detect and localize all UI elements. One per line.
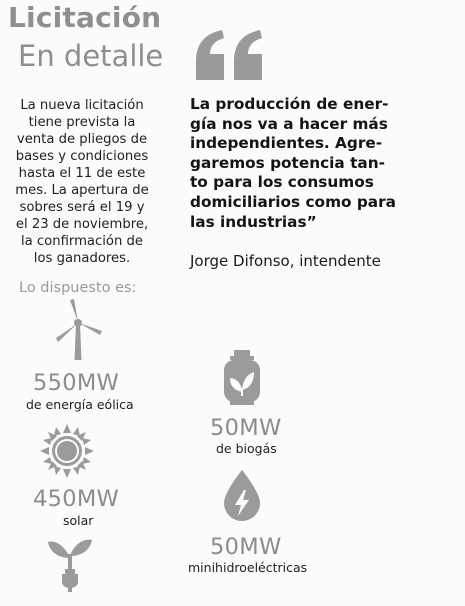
quote-line: gía nos va a hacer más bbox=[190, 114, 388, 133]
dispuesto-label: Lo dispuesto es: bbox=[19, 280, 137, 296]
solar-label: solar bbox=[63, 513, 94, 528]
quote-mark-icon bbox=[192, 28, 268, 84]
quote-text bbox=[190, 95, 460, 232]
water-drop-bolt-icon bbox=[220, 470, 264, 522]
hidro-value: 50MW bbox=[210, 534, 282, 560]
quote-line: to para los consumos bbox=[190, 173, 374, 192]
quote-line: independientes. Agre- bbox=[190, 134, 383, 153]
page-subtitle: En detalle bbox=[18, 39, 164, 73]
quote-author: Jorge Difonso, intendente bbox=[190, 252, 381, 270]
biogas-label: de biogás bbox=[216, 441, 277, 456]
gas-cylinder-leaf-icon bbox=[222, 350, 262, 406]
intro-paragraph: La nueva licitación tiene prevista la venta de pliegos de bases y condiciones hasta el 11 de este mes. La apertura de sobres será el 19 y el 23 de noviembre, la confirmación de los ganadores. bbox=[15, 98, 149, 266]
hidro-label: minihidroeléctricas bbox=[188, 560, 308, 575]
quote-line: domiciliarios como para bbox=[190, 192, 396, 211]
biogas-value: 50MW bbox=[210, 415, 282, 441]
quote-line: La producción de ener- bbox=[190, 95, 389, 113]
eolica-value: 550MW bbox=[33, 370, 120, 396]
page-title: Licitación bbox=[8, 1, 162, 34]
sun-icon bbox=[40, 424, 94, 478]
quote-line: las industrias” bbox=[190, 212, 317, 231]
wind-turbine-icon bbox=[52, 298, 104, 362]
eolica-label: de energía eólica bbox=[26, 397, 134, 412]
plant-plug-icon bbox=[46, 536, 94, 592]
solar-value: 450MW bbox=[33, 486, 120, 512]
quote-line: garemos potencia tan- bbox=[190, 153, 385, 172]
